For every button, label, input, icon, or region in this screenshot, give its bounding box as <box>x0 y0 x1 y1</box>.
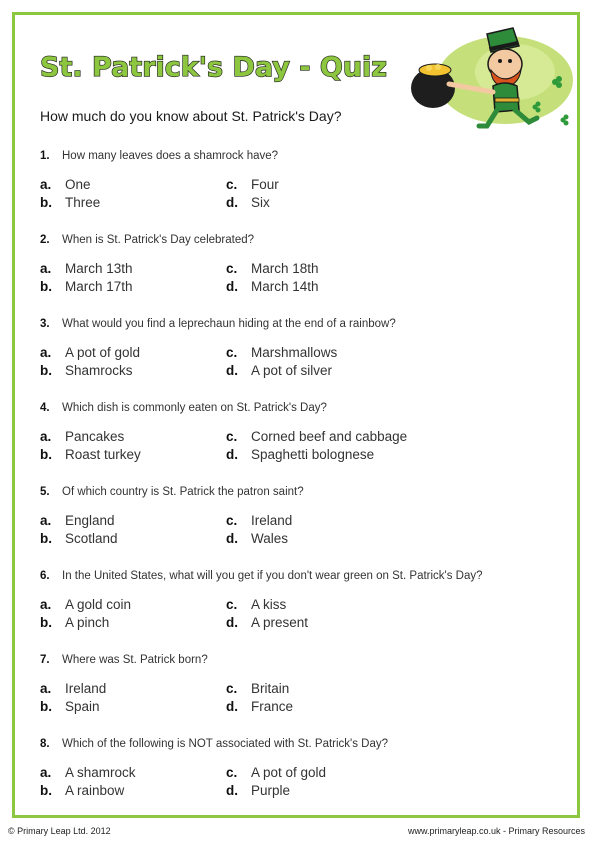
answer-a: a. Ireland <box>40 681 107 696</box>
answer-d: d. Spaghetti bolognese <box>226 447 375 462</box>
answer-d: d. A pot of silver <box>226 363 333 378</box>
quiz-intro: How much do you know about St. Patrick's Day? <box>40 108 342 124</box>
question-text: Of which country is St. Patrick the patron saint? <box>62 486 304 498</box>
answer-c: c. Corned beef and cabbage <box>226 429 408 444</box>
question-8 <box>40 738 560 798</box>
question-number: 4. <box>40 402 50 414</box>
answer-a: a. March 13th <box>40 261 133 276</box>
answer-c: c. A kiss <box>226 597 287 612</box>
question-number: 1. <box>40 150 50 162</box>
question-number: 2. <box>40 234 50 246</box>
answer-a: a. A pot of gold <box>40 345 141 360</box>
question-3 <box>40 318 560 378</box>
answer-d: d. March 14th <box>226 279 319 294</box>
question-2 <box>40 234 560 294</box>
answer-b: b. March 17th <box>40 279 133 294</box>
page-title: St. Patrick's Day - Quiz <box>40 52 388 83</box>
question-6 <box>40 570 560 630</box>
question-text: Which of the following is NOT associated with St. Patrick's Day? <box>62 738 389 750</box>
question-text: When is St. Patrick's Day celebrated? <box>62 234 255 246</box>
question-number: 5. <box>40 486 50 498</box>
question-text: How many leaves does a shamrock have? <box>62 150 279 162</box>
answer-b: b. Shamrocks <box>40 363 133 378</box>
footer-website-link[interactable]: www.primaryleap.co.uk - Primary Resources <box>407 826 585 836</box>
answer-b: b. Three <box>40 195 101 210</box>
question-text: What would you find a leprechaun hiding at the end of a rainbow? <box>62 318 396 330</box>
question-text: Where was St. Patrick born? <box>62 654 208 666</box>
answer-a: a. One <box>40 177 91 192</box>
question-7 <box>40 654 560 714</box>
question-number: 7. <box>40 654 50 666</box>
footer-copyright: © Primary Leap Ltd. 2012 <box>8 826 111 836</box>
answer-c: c. Britain <box>226 681 290 696</box>
answer-d: d. Purple <box>226 783 291 798</box>
answer-a: a. A gold coin <box>40 597 132 612</box>
answer-d: d. Wales <box>226 531 289 546</box>
answer-b: b. Scotland <box>40 531 118 546</box>
answer-b: b. A pinch <box>40 615 110 630</box>
question-text: Which dish is commonly eaten on St. Patrick's Day? <box>62 402 327 414</box>
answer-c: c. Marshmallows <box>226 345 338 360</box>
leprechaun-illustration <box>405 22 575 137</box>
answer-b: b. Roast turkey <box>40 447 141 462</box>
answer-d: d. A present <box>226 615 309 630</box>
question-text: In the United States, what will you get if you don't wear green on St. Patrick's Day? <box>62 570 483 582</box>
question-1 <box>40 150 560 210</box>
answer-d: d. France <box>226 699 294 714</box>
answer-a: a. Pancakes <box>40 429 125 444</box>
question-5 <box>40 486 560 546</box>
answer-c: c. Ireland <box>226 513 293 528</box>
question-number: 8. <box>40 738 50 750</box>
answer-a: a. England <box>40 513 115 528</box>
answer-d: d. Six <box>226 195 270 210</box>
question-number: 3. <box>40 318 50 330</box>
question-number: 6. <box>40 570 50 582</box>
question-4 <box>40 402 560 462</box>
answer-b: b. A rainbow <box>40 783 125 798</box>
answer-a: a. A shamrock <box>40 765 136 780</box>
answer-c: c. March 18th <box>226 261 319 276</box>
answer-c: c. A pot of gold <box>226 765 327 780</box>
answer-b: b. Spain <box>40 699 100 714</box>
answer-c: c. Four <box>226 177 279 192</box>
